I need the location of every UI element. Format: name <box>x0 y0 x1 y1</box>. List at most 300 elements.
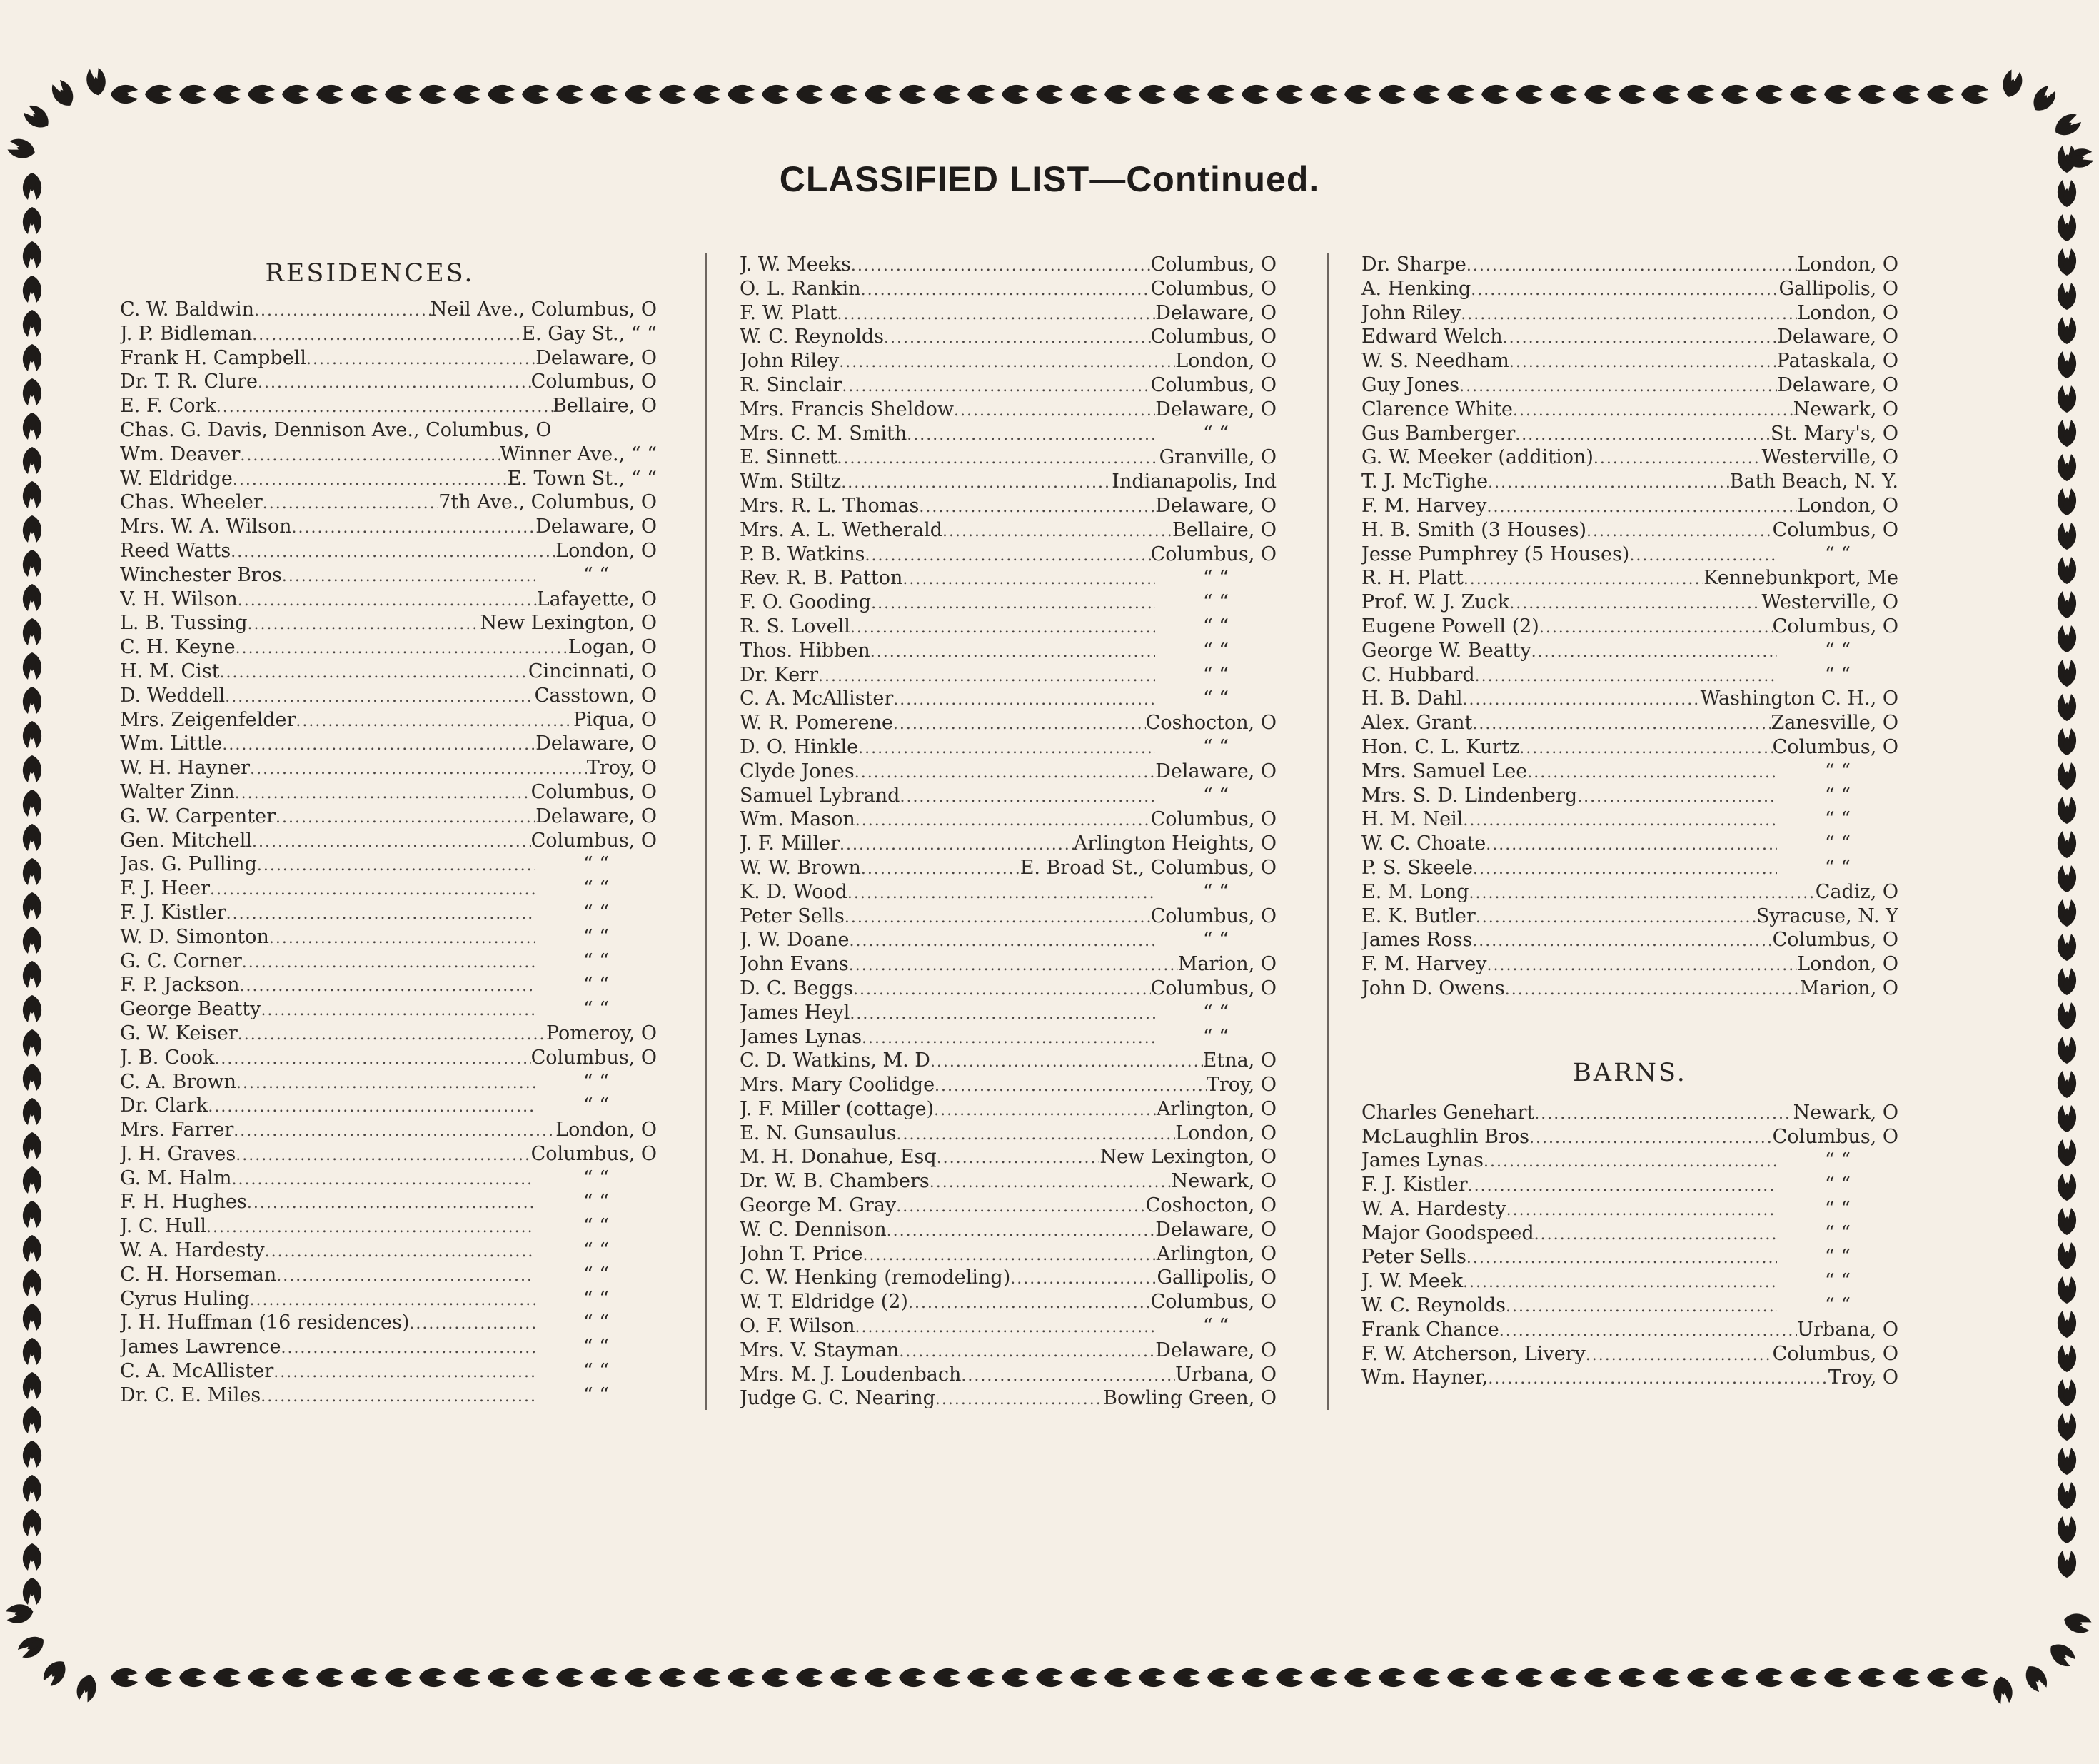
entry-place: “ “ <box>1202 735 1229 758</box>
list-entry <box>120 1288 657 1312</box>
list-entry <box>1361 350 1898 374</box>
laurel-leaf-icon <box>1619 85 1646 104</box>
laurel-leaf-icon <box>23 241 41 268</box>
laurel-leaf-icon <box>1481 1668 1509 1687</box>
list-entry <box>120 1119 657 1143</box>
entry-place: London, O <box>1797 301 1898 324</box>
laurel-leaf-icon <box>1927 1668 1954 1687</box>
list-entry <box>1361 1174 1898 1198</box>
list-entry <box>1361 929 1898 953</box>
entry-name: J. P. Bidleman <box>120 322 253 345</box>
laurel-leaf-icon <box>23 550 41 577</box>
entry-place: “ “ <box>1202 1025 1229 1048</box>
laurel-leaf-icon <box>2058 1482 2076 1509</box>
entry-name: Chas. Wheeler <box>120 491 263 514</box>
entry-place: “ “ <box>1824 1246 1851 1269</box>
entry-name: George Beatty <box>120 998 261 1021</box>
entry-place: London, O <box>1797 494 1898 517</box>
entry-place: “ “ <box>583 949 610 972</box>
entry-place: “ “ <box>1824 808 1851 831</box>
entry-name: Wm. Hayner, <box>1361 1366 1489 1389</box>
entry-name: Dr. W. B. Chambers <box>740 1170 930 1193</box>
laurel-leaf-icon <box>2051 111 2084 141</box>
dot-leader <box>242 954 535 972</box>
laurel-leaf-icon <box>522 85 549 104</box>
laurel-leaf-icon <box>1139 85 1166 104</box>
list-entry <box>740 398 1277 423</box>
dot-leader <box>897 1126 1176 1144</box>
laurel-leaf-icon <box>728 85 755 104</box>
dot-leader <box>206 1219 535 1236</box>
entry-name: F. P. Jackson <box>120 974 240 997</box>
list-entry <box>740 1315 1277 1339</box>
list-entry <box>120 1071 657 1095</box>
list-entry <box>1361 567 1898 591</box>
dot-leader <box>257 857 535 875</box>
entry-name: P. B. Watkins <box>740 543 865 565</box>
laurel-leaf-icon <box>1824 1668 1851 1687</box>
list-entry <box>120 1384 657 1408</box>
laurel-leaf-icon <box>23 310 41 337</box>
entry-place: London, O <box>1797 953 1898 976</box>
laurel-leaf-icon <box>590 1668 618 1687</box>
entry-place: Pataskala, O <box>1776 350 1898 373</box>
dot-leader <box>265 1243 535 1261</box>
entry-place: Arlington, O <box>1156 1242 1277 1265</box>
laurel-leaf-icon <box>1207 85 1234 104</box>
list-entry <box>1361 591 1898 615</box>
dot-leader <box>840 836 1074 854</box>
dot-leader <box>236 1146 530 1164</box>
laurel-leaf-icon <box>865 85 892 104</box>
list-entry <box>1361 857 1898 881</box>
laurel-leaf-icon <box>2045 1639 2078 1670</box>
entry-place: “ “ <box>583 974 610 997</box>
dot-leader <box>1487 498 1798 516</box>
entry-place: “ “ <box>583 1360 610 1383</box>
entry-name: J. C. Hull <box>120 1215 206 1238</box>
dot-leader <box>250 1291 535 1309</box>
laurel-leaf-icon <box>1721 1668 1748 1687</box>
entry-name: James Lynas <box>1361 1149 1484 1172</box>
entry-name: John D. Owens <box>1361 977 1505 999</box>
entry-place: Columbus, O <box>1150 253 1277 276</box>
laurel-leaf-icon <box>23 1269 41 1296</box>
list-entry <box>1361 1343 1898 1367</box>
entry-name: James Ross <box>1361 929 1473 952</box>
entry-name: George W. Beatty <box>1361 639 1531 662</box>
entry-place: Bellaire, O <box>1172 518 1277 541</box>
dot-leader <box>930 1053 1203 1071</box>
dot-leader <box>1509 353 1777 371</box>
entry-name: Mrs. M. J. Loudenbach <box>740 1363 962 1386</box>
laurel-leaf-icon <box>1516 85 1543 104</box>
laurel-leaf-icon <box>1447 1668 1474 1687</box>
laurel-leaf-icon <box>282 85 309 104</box>
entry-place: “ “ <box>1202 422 1229 445</box>
dot-leader <box>908 1294 1151 1312</box>
list-entry <box>120 636 657 660</box>
laurel-leaf-icon <box>1858 1668 1886 1687</box>
dot-leader <box>1509 595 1761 613</box>
entry-name: D. O. Hinkle <box>740 735 859 758</box>
dot-leader <box>1539 619 1773 637</box>
entry-name: F. H. Hughes <box>120 1191 247 1214</box>
dot-leader <box>1531 643 1777 661</box>
laurel-leaf-icon <box>179 85 206 104</box>
laurel-leaf-icon <box>385 1668 412 1687</box>
entry-name: Mrs. Mary Coolidge <box>740 1074 935 1097</box>
list-entry <box>740 832 1277 857</box>
laurel-leaf-icon <box>1413 85 1440 104</box>
dot-leader <box>231 543 555 561</box>
dot-leader <box>236 640 568 657</box>
list-entry <box>1361 760 1898 785</box>
dot-leader <box>222 736 535 754</box>
laurel-leaf-icon <box>1516 1668 1543 1687</box>
laurel-leaf-icon <box>1036 85 1063 104</box>
list-entry <box>120 732 657 757</box>
list-entry <box>740 374 1277 398</box>
right-column <box>1361 253 1898 1391</box>
entry-place: E. Broad St., Columbus, O <box>1020 856 1277 879</box>
entry-place: “ “ <box>1824 1149 1851 1172</box>
entry-name: J. W. Meek <box>1361 1270 1464 1293</box>
entry-place: Newark, O <box>1793 1101 1898 1124</box>
entry-place: “ “ <box>583 1191 610 1214</box>
laurel-leaf-icon <box>1104 1668 1132 1687</box>
list-entry <box>1361 1102 1898 1126</box>
laurel-leaf-icon <box>2058 934 2076 961</box>
entry-name: F. M. Harvey <box>1361 494 1487 517</box>
entry-place: London, O <box>555 539 657 562</box>
dot-leader <box>276 1267 535 1285</box>
laurel-leaf-icon <box>1584 85 1611 104</box>
laurel-leaf-icon <box>2058 1413 2076 1441</box>
entry-place: Columbus, O <box>530 1046 657 1069</box>
entry-name: G. W. Carpenter <box>120 805 276 827</box>
laurel-leaf-icon <box>23 927 41 954</box>
laurel-leaf-icon <box>1991 1675 2014 1705</box>
dot-leader <box>233 1122 555 1140</box>
laurel-leaf-icon <box>282 1668 309 1687</box>
list-entry <box>1361 1222 1898 1246</box>
dot-leader <box>220 664 528 682</box>
list-entry <box>740 470 1277 495</box>
laurel-leaf-icon <box>2058 1276 2076 1304</box>
laurel-leaf-icon <box>1893 85 1920 104</box>
list-entry <box>740 881 1277 905</box>
laurel-leaf-icon <box>2058 488 2076 515</box>
entry-place: E. Gay St., “ “ <box>521 322 657 345</box>
laurel-leaf-icon <box>1481 85 1509 104</box>
laurel-leaf-icon <box>1276 1668 1303 1687</box>
laurel-leaf-icon <box>899 1668 926 1687</box>
entry-place: Delaware, O <box>535 732 657 755</box>
entry-name: K. D. Wood <box>740 880 847 903</box>
dot-leader <box>1010 1270 1157 1288</box>
laurel-leaf-icon <box>830 85 857 104</box>
entry-name: V. H. Wilson <box>120 588 238 610</box>
entry-name: E. F. Cork <box>120 395 216 418</box>
entry-place: Columbus, O <box>1150 373 1277 396</box>
laurel-leaf-icon <box>23 687 41 714</box>
entry-place: Gallipolis, O <box>1778 277 1898 300</box>
dot-leader <box>930 1174 1172 1191</box>
list-entry <box>1361 785 1898 809</box>
laurel-leaf-icon <box>830 1668 857 1687</box>
residences-list-continued <box>1361 253 1898 1002</box>
laurel-leaf-icon <box>1242 1668 1269 1687</box>
entry-name: Dr. T. R. Clure <box>120 371 258 393</box>
list-entry <box>740 1098 1277 1122</box>
entry-place: “ “ <box>583 1384 610 1406</box>
entry-name: Cyrus Huling <box>120 1287 250 1310</box>
dot-leader <box>862 1246 1156 1264</box>
laurel-leaf-icon <box>933 1668 960 1687</box>
entry-name: J. W. Doane <box>740 929 850 952</box>
list-entry <box>120 1022 657 1047</box>
laurel-leaf-icon <box>23 1338 41 1365</box>
entry-name: Major Goodspeed <box>1361 1221 1534 1244</box>
laurel-leaf-icon <box>967 1668 995 1687</box>
list-entry <box>740 1170 1277 1194</box>
entry-name: O. L. Rankin <box>740 277 861 300</box>
laurel-leaf-icon <box>39 1656 71 1689</box>
entry-place: “ “ <box>1202 687 1229 710</box>
laurel-leaf-icon <box>23 1509 41 1536</box>
list-entry <box>1361 495 1898 519</box>
dot-leader <box>919 498 1155 516</box>
entry-place: Cincinnati, O <box>528 660 657 682</box>
dot-leader <box>861 281 1151 299</box>
dot-leader <box>1469 884 1816 902</box>
laurel-leaf-icon <box>1139 1668 1166 1687</box>
entry-place: Columbus, O <box>1772 929 1898 952</box>
dot-leader <box>1476 909 1756 927</box>
dot-leader <box>239 977 535 995</box>
entry-name: George M. Gray <box>740 1194 897 1217</box>
laurel-leaf-icon <box>1036 1668 1063 1687</box>
entry-place: Delaware, O <box>1155 494 1277 517</box>
laurel-leaf-icon <box>23 1304 41 1331</box>
laurel-leaf-icon <box>1002 85 1029 104</box>
entry-place: “ “ <box>1202 639 1229 662</box>
dot-leader <box>409 1315 535 1333</box>
entry-name: J. H. Graves <box>120 1142 236 1165</box>
entry-name: Jesse Pumphrey (5 Houses) <box>1361 543 1630 565</box>
entry-place: Marion, O <box>1177 953 1277 976</box>
laurel-leaf-icon <box>1961 85 1988 104</box>
dot-leader <box>849 957 1178 974</box>
barns-list <box>1361 1102 1898 1391</box>
entry-place: Gallipolis, O <box>1157 1266 1277 1289</box>
entry-place: “ “ <box>583 877 610 900</box>
dot-leader <box>861 860 1020 878</box>
laurel-leaf-icon <box>488 1668 515 1687</box>
laurel-leaf-icon <box>625 1668 652 1687</box>
list-entry <box>120 1264 657 1288</box>
dot-leader <box>818 667 1155 685</box>
entry-name: J. F. Miller (cottage) <box>740 1097 935 1120</box>
entry-place: Bowling Green, O <box>1103 1387 1277 1410</box>
entry-place: “ “ <box>583 1215 610 1238</box>
list-entry <box>120 612 657 636</box>
dot-leader <box>233 471 508 489</box>
list-entry <box>120 1215 657 1239</box>
laurel-leaf-icon <box>2058 1002 2076 1029</box>
laurel-leaf-icon <box>248 1668 275 1687</box>
list-entry <box>120 1167 657 1191</box>
list-entry <box>740 905 1277 929</box>
laurel-leaf-icon <box>488 85 515 104</box>
laurel-leaf-icon <box>762 1668 789 1687</box>
laurel-leaf-icon <box>625 85 652 104</box>
list-entry <box>740 423 1277 447</box>
laurel-leaf-icon <box>2058 660 2076 687</box>
entry-place: “ “ <box>1824 1174 1851 1196</box>
middle-column <box>740 253 1277 1411</box>
entry-name: Mrs. R. L. Thomas <box>740 494 920 517</box>
entry-place: Columbus, O <box>1150 977 1277 999</box>
entry-place: Newark, O <box>1171 1170 1277 1193</box>
list-entry <box>740 615 1277 640</box>
entry-name: L. B. Tussing <box>120 612 248 635</box>
entry-place: Syracuse, N. Y <box>1756 904 1898 927</box>
list-entry <box>120 709 657 733</box>
entry-place: Bellaire, O <box>552 395 657 418</box>
entry-place: Indianapolis, Ind <box>1112 470 1277 493</box>
laurel-leaf-icon <box>351 85 378 104</box>
list-entry <box>1361 808 1898 832</box>
dot-leader <box>855 764 1156 782</box>
laurel-leaf-icon <box>111 85 138 104</box>
laurel-leaf-icon <box>2058 420 2076 447</box>
residences-list-continued <box>740 253 1277 1411</box>
dot-leader <box>849 932 1155 950</box>
entry-name: Mrs. W. A. Wilson <box>120 515 292 538</box>
entry-name: O. F. Wilson <box>740 1315 855 1338</box>
entry-name: Mrs. Francis Sheldow <box>740 398 955 420</box>
entry-name: Chas. G. Davis, Dennison Ave., Columbus, O <box>120 418 552 441</box>
entry-place: “ “ <box>1824 1197 1851 1220</box>
laurel-leaf-icon <box>49 77 79 110</box>
list-entry <box>740 1026 1277 1050</box>
laurel-leaf-icon <box>2058 1345 2076 1372</box>
entry-name: F. O. Gooding <box>740 591 872 614</box>
entry-name: G. C. Corner <box>120 949 242 972</box>
list-entry <box>1361 640 1898 664</box>
entry-name: C. Hubbard <box>1361 663 1475 686</box>
list-entry <box>120 877 657 902</box>
dot-leader <box>1488 474 1729 492</box>
dot-leader <box>231 1171 535 1189</box>
entry-name: E. Sinnett <box>740 446 837 469</box>
entry-name: Prof. W. J. Zuck <box>1361 591 1510 614</box>
laurel-leaf-icon <box>23 584 41 611</box>
dot-leader <box>961 1367 1175 1385</box>
entry-place: Urbana, O <box>1175 1363 1277 1386</box>
entry-place: London, O <box>1175 1122 1277 1144</box>
list-entry <box>740 278 1277 302</box>
entry-name: H. M. Neil <box>1361 808 1464 831</box>
entry-name: F. J. Heer <box>120 877 210 900</box>
dot-leader <box>269 929 535 947</box>
laurel-leaf-icon <box>351 1668 378 1687</box>
laurel-leaf-icon <box>2058 214 2076 241</box>
entry-place: New Lexington, O <box>1099 1146 1277 1169</box>
list-entry <box>1361 905 1898 929</box>
laurel-leaf-icon <box>865 1668 892 1687</box>
entry-place: “ “ <box>1824 639 1851 662</box>
laurel-leaf-icon <box>5 1602 35 1625</box>
dot-leader <box>261 1388 535 1406</box>
entry-name: R. H. Platt <box>1361 567 1464 590</box>
residences-list <box>120 298 657 1408</box>
list-entry <box>740 543 1277 568</box>
entry-place: Delaware, O <box>535 515 657 538</box>
dot-leader <box>855 1319 1155 1336</box>
laurel-leaf-icon <box>23 1441 41 1468</box>
laurel-leaf-icon <box>23 378 41 405</box>
dot-leader <box>847 884 1155 902</box>
entry-place: Delaware, O <box>1777 326 1898 348</box>
entry-name: D. Weddell <box>120 684 226 707</box>
list-entry <box>1361 519 1898 543</box>
list-entry <box>740 1002 1277 1026</box>
entry-place: “ “ <box>1824 1294 1851 1317</box>
entry-place: Arlington, O <box>1156 1097 1277 1120</box>
list-entry <box>740 953 1277 977</box>
laurel-leaf-icon <box>1207 1668 1234 1687</box>
entry-place: Columbus, O <box>1150 808 1277 831</box>
entry-place: Westerville, O <box>1761 446 1898 469</box>
entry-place: “ “ <box>1202 567 1229 590</box>
entry-place: “ “ <box>1202 929 1229 952</box>
list-entry <box>120 926 657 950</box>
list-entry <box>1361 832 1898 857</box>
dot-leader <box>1534 1226 1777 1244</box>
column-rule <box>705 253 707 1410</box>
entry-name: G. M. Halm <box>120 1166 232 1189</box>
entry-place: Troy, O <box>586 757 657 780</box>
laurel-leaf-icon <box>762 85 789 104</box>
laurel-leaf-icon <box>23 1166 41 1194</box>
laurel-leaf-icon <box>1619 1668 1646 1687</box>
dot-leader <box>893 715 1146 733</box>
laurel-leaf-icon <box>23 652 41 680</box>
dot-leader <box>1586 523 1773 540</box>
dot-leader <box>865 547 1150 565</box>
dot-leader <box>1472 932 1772 950</box>
laurel-leaf-icon <box>590 85 618 104</box>
page-title: CLASSIFIED LIST—Continued. <box>779 159 1320 199</box>
dot-leader <box>842 378 1150 395</box>
list-entry <box>740 785 1277 809</box>
entry-place: Delaware, O <box>1155 1339 1277 1361</box>
laurel-leaf-icon <box>2058 1208 2076 1235</box>
laurel-leaf-icon <box>1310 85 1337 104</box>
entry-name: W. C. Dennison <box>740 1218 887 1241</box>
laurel-leaf-icon <box>85 67 108 97</box>
dot-leader <box>850 1005 1155 1023</box>
laurel-leaf-icon <box>2058 1311 2076 1338</box>
laurel-leaf-icon <box>2058 831 2076 858</box>
laurel-leaf-icon <box>1687 1668 1714 1687</box>
dot-leader <box>870 643 1155 661</box>
laurel-leaf-icon <box>2058 625 2076 652</box>
laurel-leaf-icon <box>1653 85 1680 104</box>
